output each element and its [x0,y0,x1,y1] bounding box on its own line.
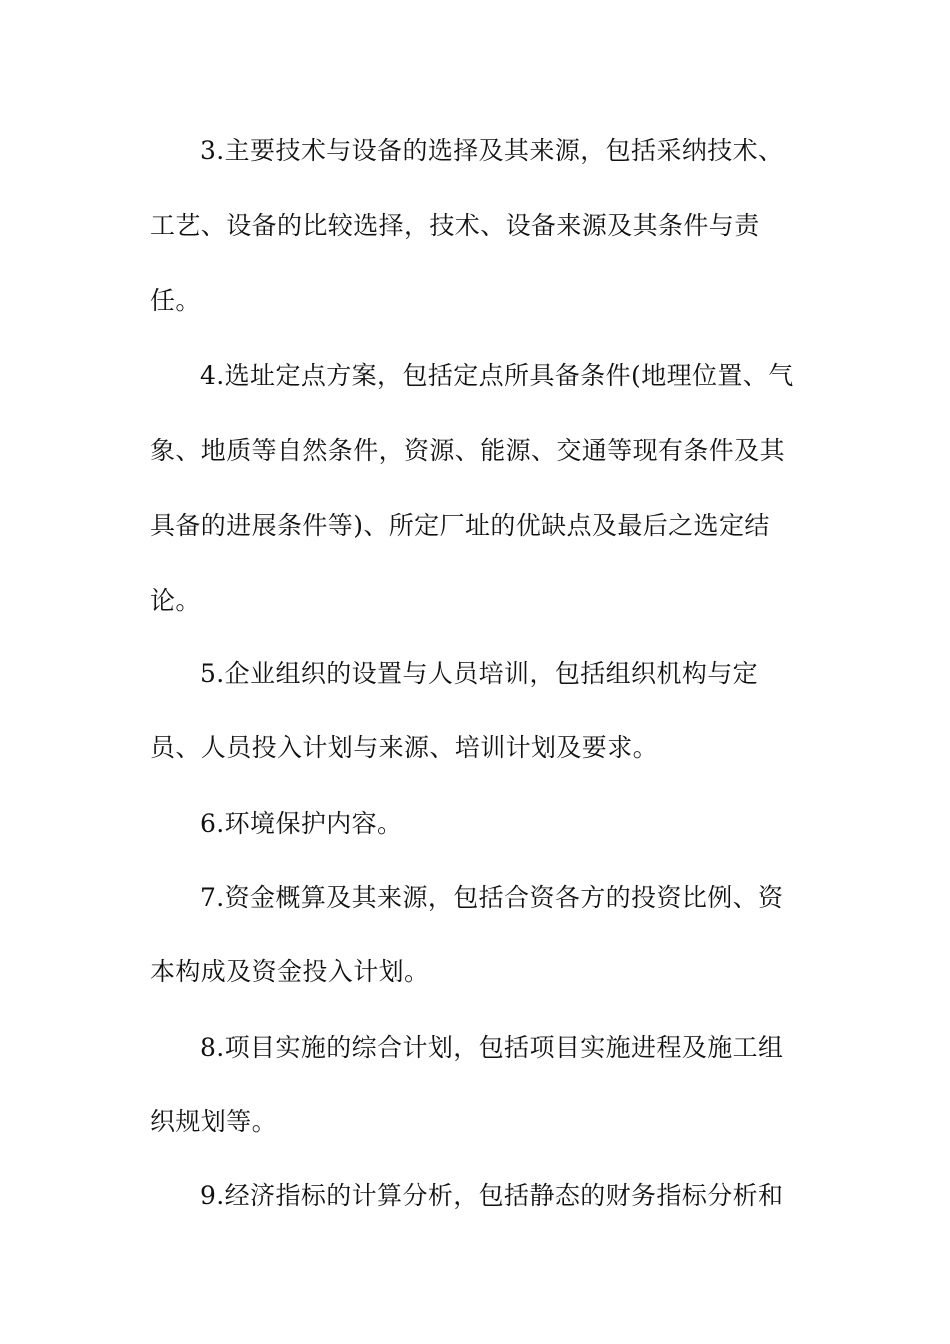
item-8-line-2: 织规划等。 [150,1107,278,1136]
item-5-line-2: 员、人员投入计划与来源、培训计划及要求。 [150,733,659,762]
item-3-line-1: 3.主要技术与设备的选择及其来源，包括采纳技术、 [200,136,784,165]
item-5-line-1: 5.企业组织的设置与人员培训，包括组织机构与定 [200,659,759,688]
item-3-line-2: 工艺、设备的比较选择，技术、设备来源及其条件与责 [150,211,760,240]
item-4-line-1: 4.选址定点方案，包括定点所具备条件(地理位置、气 [200,361,794,390]
item-7-line-1: 7.资金概算及其来源，包括合资各方的投资比例、资 [200,883,784,912]
item-8-line-1: 8.项目实施的综合计划，包括项目实施进程及施工组 [200,1033,784,1062]
item-7-line-2: 本构成及资金投入计划。 [150,957,430,986]
item-4-line-4: 论。 [150,586,201,615]
item-4-line-3: 具备的进展条件等)、所定厂址的优缺点及最后之选定结 [150,511,770,540]
item-9-line-1: 9.经济指标的计算分析，包括静态的财务指标分析和 [200,1181,784,1210]
item-4-line-2: 象、地质等自然条件，资源、能源、交通等现有条件及其 [150,436,786,465]
item-3-line-3: 任。 [150,286,201,315]
item-6-line-1: 6.环境保护内容。 [200,809,403,838]
